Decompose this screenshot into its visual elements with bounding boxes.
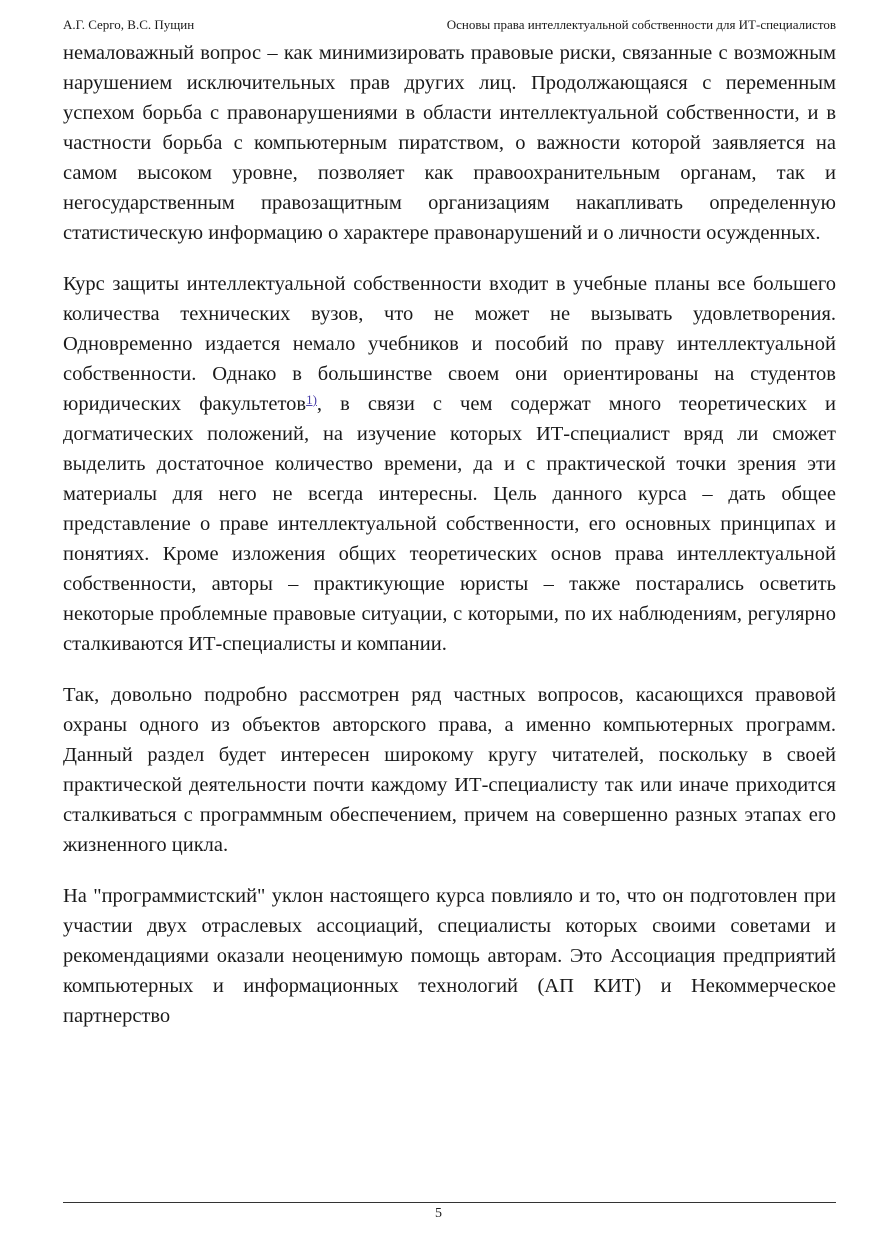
page-header (63, 16, 836, 34)
header-authors: А.Г. Серго, В.С. Пущин (63, 17, 195, 32)
paragraph-3: Так, довольно подробно рассмотрен ряд частных вопросов, касающихся правовой охраны одного из объектов авторского права, а именно компьютерных программ. Данный раздел будет интересен широкому кругу читателей, поскольку в своей практической деятельности почти каждому ИТ-специалисту так или иначе приходится сталкиваться с программным обеспечением, причем на совершенно разных этапах его жизненного цикла. (63, 684, 836, 856)
paragraph-2 (63, 269, 836, 659)
paragraph-2-text-end: , в связи с чем содержат много теоретических и догматических положений, на изучение которых ИТ-специалист вряд ли сможет выделить достаточное количество времени, да и с практической точки зрения эти материалы для него не всегда интересны. Цель данного курса – дать общее представление о праве интеллектуальной собственности, его основных принципах и понятиях. Кроме изложения общих теоретических основ права интеллектуальной собственности, авторы – практикующие юристы – также постарались осветить некоторые проблемные правовые ситуации, с которыми, по их наблюдениям, регулярно сталкиваются ИТ-специалисты и компании. (63, 393, 836, 655)
page-number: 5 (435, 1206, 442, 1221)
paragraph-4: На "программистский" уклон настоящего курса повлияло и то, что он подготовлен при участии двух отраслевых ассоциаций, специалисты которых своими советами и рекомендациями оказали неоценимую помощь авторам. Это Ассоциация предприятий компьютерных и информационных технологий (АП КИТ) и Некоммерческое партнерство (63, 885, 836, 1027)
header-book-title: Основы права интеллектуальной собственности для ИТ-специалистов (446, 17, 836, 32)
footer-divider (63, 1202, 836, 1203)
page-body (63, 38, 836, 1052)
paragraph-2-text-start: Курс защиты интеллектуальной собственности входит в учебные планы все большего количества технических вузов, что не может не вызывать удовлетворения. Одновременно издается немало учебников и пособий по праву интеллектуальной собственности. Однако в большинстве своем они ориентированы на студентов юридических факультетов (63, 273, 836, 415)
paragraph-1: немаловажный вопрос – как минимизировать правовые риски, связанные с возможным нарушением исключительных прав других лиц. Продолжающаяся с переменным успехом борьба с правонарушениями в области интеллектуальной собственности, и в частности борьба с компьютерным пиратством, о важности которой заявляется на самом высоком уровне, позволяет как правоохранительным органам, так и негосударственным правозащитным организациям накапливать определенную статистическую информацию о характере правонарушений и о личности осужденных. (63, 42, 836, 244)
footnote-link[interactable]: 1) (306, 392, 317, 407)
